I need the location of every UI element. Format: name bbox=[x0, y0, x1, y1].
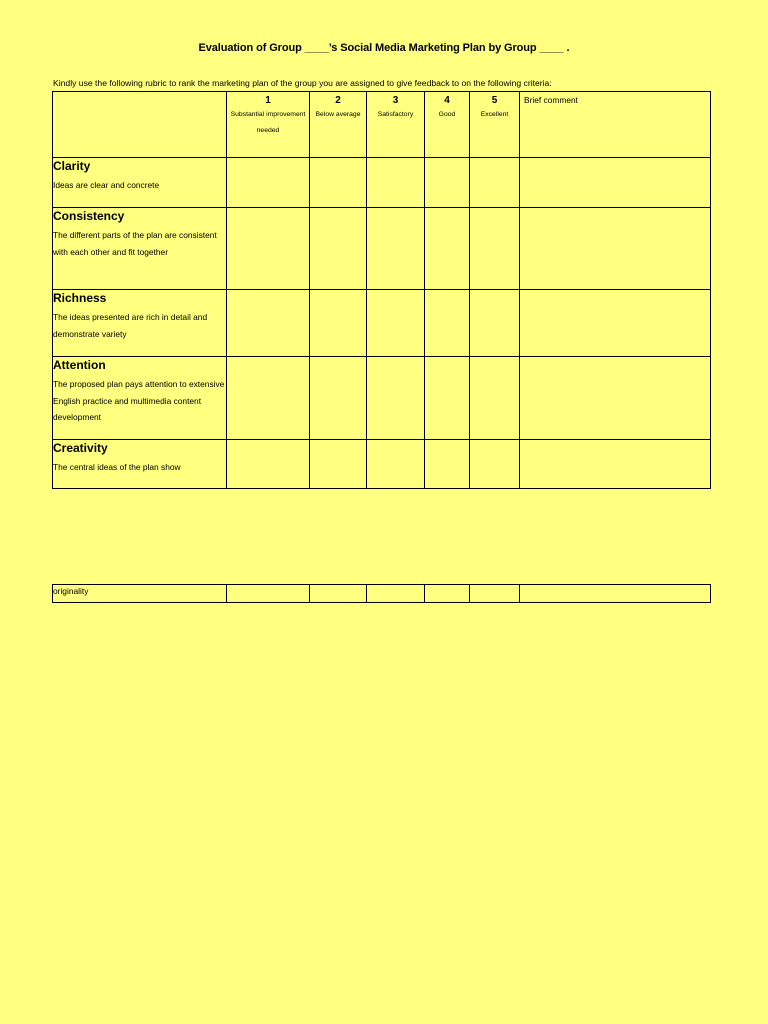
criterion-row-creativity-continued bbox=[53, 585, 711, 603]
rating-cell-3[interactable] bbox=[367, 357, 425, 440]
rating-cell-4[interactable] bbox=[425, 357, 470, 440]
criterion-cell bbox=[53, 440, 227, 489]
comment-cell[interactable] bbox=[520, 290, 711, 357]
rating-cell-4[interactable] bbox=[425, 158, 470, 208]
criterion-row-clarity bbox=[53, 158, 711, 208]
rating-cell-5[interactable] bbox=[470, 357, 520, 440]
rating-cell-2[interactable] bbox=[310, 585, 367, 603]
rating-cell-3[interactable] bbox=[367, 585, 425, 603]
rating-cell-1[interactable] bbox=[227, 290, 310, 357]
rating-cell-2[interactable] bbox=[310, 357, 367, 440]
scale-number: 2 bbox=[335, 95, 341, 106]
rating-cell-2[interactable] bbox=[310, 208, 367, 290]
rating-cell-3[interactable] bbox=[367, 208, 425, 290]
rubric-header-row bbox=[53, 92, 711, 158]
scale-label: Excellent bbox=[480, 111, 509, 118]
scale-number: 1 bbox=[265, 95, 271, 106]
scale-number: 5 bbox=[491, 95, 498, 106]
criterion-description: The different parts of the plan are consistent with each other and fit together bbox=[53, 230, 217, 257]
criteria-header-cell bbox=[53, 92, 227, 158]
rating-cell-3[interactable] bbox=[367, 290, 425, 357]
scale-number: 3 bbox=[392, 95, 399, 106]
criterion-row-consistency bbox=[53, 208, 711, 290]
comment-header: Brief comment bbox=[524, 95, 578, 105]
instructions-text: Kindly use the following rubric to rank the marketing plan of the group you are assigned to give feedback to on the following criteria: bbox=[53, 78, 552, 88]
scale-label: Below average bbox=[315, 111, 361, 118]
scale-label: Satisfactory bbox=[377, 111, 414, 118]
criterion-cell bbox=[53, 208, 227, 290]
criterion-name: Clarity bbox=[53, 159, 91, 173]
rating-cell-4[interactable] bbox=[425, 290, 470, 357]
comment-header-cell bbox=[520, 92, 711, 158]
rating-cell-2[interactable] bbox=[310, 440, 367, 489]
scale-header-5 bbox=[470, 92, 520, 158]
rating-cell-5[interactable] bbox=[470, 158, 520, 208]
continued-description: originality bbox=[53, 585, 227, 603]
rating-cell-5[interactable] bbox=[470, 208, 520, 290]
rating-cell-4[interactable] bbox=[425, 585, 470, 603]
criterion-name: Attention bbox=[53, 358, 106, 372]
comment-cell[interactable] bbox=[520, 208, 711, 290]
criterion-name: Creativity bbox=[53, 441, 108, 455]
rating-cell-1[interactable] bbox=[227, 585, 310, 603]
criterion-row-creativity bbox=[53, 440, 711, 489]
criterion-name: Richness bbox=[53, 291, 107, 305]
criterion-row-richness bbox=[53, 290, 711, 357]
criterion-cell bbox=[53, 290, 227, 357]
criterion-cell bbox=[53, 158, 227, 208]
rating-cell-5[interactable] bbox=[470, 290, 520, 357]
rating-cell-3[interactable] bbox=[367, 440, 425, 489]
rating-cell-3[interactable] bbox=[367, 158, 425, 208]
rating-cell-1[interactable] bbox=[227, 357, 310, 440]
criterion-description: Ideas are clear and concrete bbox=[53, 180, 160, 190]
scale-header-2 bbox=[310, 92, 367, 158]
comment-cell[interactable] bbox=[520, 158, 711, 208]
criterion-description: The ideas presented are rich in detail and demonstrate variety bbox=[53, 312, 208, 339]
comment-cell[interactable] bbox=[520, 585, 711, 603]
rating-cell-1[interactable] bbox=[227, 208, 310, 290]
criterion-description: The central ideas of the plan show bbox=[53, 462, 181, 472]
comment-cell[interactable] bbox=[520, 440, 711, 489]
scale-label: Good bbox=[438, 111, 456, 118]
scale-number: 4 bbox=[444, 95, 450, 106]
rubric-table-continued bbox=[52, 584, 711, 603]
rating-cell-5[interactable] bbox=[470, 585, 520, 603]
rating-cell-2[interactable] bbox=[310, 290, 367, 357]
comment-cell[interactable] bbox=[520, 357, 711, 440]
scale-label: Substantial improvement needed bbox=[230, 111, 306, 134]
rating-cell-5[interactable] bbox=[470, 440, 520, 489]
page-title: Evaluation of Group ____’s Social Media Marketing Plan by Group ____ . bbox=[198, 42, 570, 54]
rating-cell-4[interactable] bbox=[425, 208, 470, 290]
rating-cell-1[interactable] bbox=[227, 440, 310, 489]
criterion-name: Consistency bbox=[53, 209, 125, 223]
rating-cell-1[interactable] bbox=[227, 158, 310, 208]
criterion-row-attention bbox=[53, 357, 711, 440]
scale-header-4 bbox=[425, 92, 470, 158]
scale-header-1 bbox=[227, 92, 310, 158]
criterion-description: The proposed plan pays attention to extensive English practice and multimedia content development bbox=[53, 379, 225, 422]
rubric-table bbox=[52, 91, 711, 489]
scale-header-3 bbox=[367, 92, 425, 158]
rating-cell-4[interactable] bbox=[425, 440, 470, 489]
rating-cell-2[interactable] bbox=[310, 158, 367, 208]
criterion-cell bbox=[53, 357, 227, 440]
